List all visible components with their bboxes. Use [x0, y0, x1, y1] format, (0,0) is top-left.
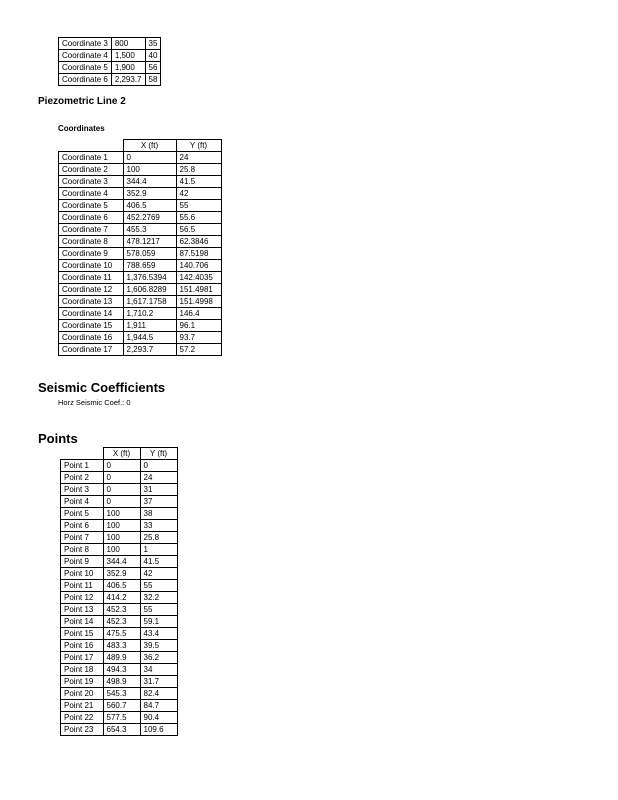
table-row	[61, 592, 178, 604]
row-label: Coordinate 12	[59, 284, 124, 296]
header-x: X (ft)	[123, 140, 176, 152]
y-value: 82.4	[140, 688, 177, 700]
row-label: Coordinate 2	[59, 164, 124, 176]
row-label: Point 12	[61, 592, 104, 604]
header-y: Y (ft)	[176, 140, 221, 152]
x-value: 352.9	[103, 568, 140, 580]
y-value: 24	[176, 152, 221, 164]
row-label: Point 20	[61, 688, 104, 700]
y-value: 90.4	[140, 712, 177, 724]
points-heading: Points	[38, 431, 78, 446]
row-label: Point 2	[61, 472, 104, 484]
row-label: Coordinate 10	[59, 260, 124, 272]
x-value: 414.2	[103, 592, 140, 604]
x-value: 560.7	[103, 700, 140, 712]
table-row	[61, 496, 178, 508]
y-value: 0	[140, 460, 177, 472]
y-value: 41.5	[140, 556, 177, 568]
y-value: 142.4035	[176, 272, 221, 284]
y-value: 96.1	[176, 320, 221, 332]
table-row	[61, 544, 178, 556]
y-value: 62.3846	[176, 236, 221, 248]
row-label: Point 6	[61, 520, 104, 532]
row-label: Point 10	[61, 568, 104, 580]
coordinates-table-body	[59, 38, 161, 86]
y-value: 84.7	[140, 700, 177, 712]
row-label: Coordinate 5	[59, 200, 124, 212]
x-value: 100	[123, 164, 176, 176]
x-value: 452.3	[103, 616, 140, 628]
x-value: 1,500	[111, 50, 145, 62]
x-value: 100	[103, 544, 140, 556]
x-value: 452.3	[103, 604, 140, 616]
y-value: 93.7	[176, 332, 221, 344]
table-row	[61, 604, 178, 616]
seismic-heading: Seismic Coefficients	[38, 380, 166, 395]
y-value: 43.4	[140, 628, 177, 640]
x-value: 1,606.8289	[123, 284, 176, 296]
row-label: Point 7	[61, 532, 104, 544]
y-value: 32.2	[140, 592, 177, 604]
y-value: 151.4998	[176, 296, 221, 308]
table-row	[61, 472, 178, 484]
table-row	[61, 688, 178, 700]
table-row	[59, 200, 222, 212]
y-value: 140.706	[176, 260, 221, 272]
x-value: 1,900	[111, 62, 145, 74]
table-row	[59, 272, 222, 284]
row-label: Point 18	[61, 664, 104, 676]
row-label: Coordinate 7	[59, 224, 124, 236]
table-header-row	[61, 448, 178, 460]
x-value: 0	[103, 460, 140, 472]
y-value: 39.5	[140, 640, 177, 652]
x-value: 100	[103, 520, 140, 532]
x-value: 494.3	[103, 664, 140, 676]
table-row	[59, 152, 222, 164]
y-value: 31.7	[140, 676, 177, 688]
x-value: 452.2769	[123, 212, 176, 224]
table-row	[59, 308, 222, 320]
table-row	[61, 556, 178, 568]
row-label: Coordinate 6	[59, 74, 112, 86]
row-label: Coordinate 4	[59, 188, 124, 200]
x-value: 0	[123, 152, 176, 164]
x-value: 2,293.7	[111, 74, 145, 86]
y-value: 1	[140, 544, 177, 556]
table-row	[59, 224, 222, 236]
x-value: 489.9	[103, 652, 140, 664]
x-value: 498.9	[103, 676, 140, 688]
x-value: 1,911	[123, 320, 176, 332]
x-value: 344.4	[123, 176, 176, 188]
y-value: 151.4981	[176, 284, 221, 296]
piezometric-table-body	[59, 152, 222, 356]
x-value: 344.4	[103, 556, 140, 568]
y-value: 87.5198	[176, 248, 221, 260]
table-row	[61, 652, 178, 664]
row-label: Point 14	[61, 616, 104, 628]
row-label: Coordinate 15	[59, 320, 124, 332]
y-value: 31	[140, 484, 177, 496]
x-value: 406.5	[123, 200, 176, 212]
table-row	[59, 188, 222, 200]
x-value: 1,944.5	[123, 332, 176, 344]
table-row	[59, 62, 161, 74]
x-value: 483.3	[103, 640, 140, 652]
row-label: Coordinate 9	[59, 248, 124, 260]
row-label: Point 8	[61, 544, 104, 556]
table-row	[61, 712, 178, 724]
table-row	[59, 236, 222, 248]
y-value: 56	[145, 62, 161, 74]
y-value: 42	[140, 568, 177, 580]
header-y: Y (ft)	[140, 448, 177, 460]
x-value: 478.1217	[123, 236, 176, 248]
row-label: Point 1	[61, 460, 104, 472]
x-value: 0	[103, 484, 140, 496]
table-row	[61, 484, 178, 496]
row-label: Coordinate 17	[59, 344, 124, 356]
row-label: Coordinate 3	[59, 176, 124, 188]
y-value: 34	[140, 664, 177, 676]
y-value: 25.8	[140, 532, 177, 544]
y-value: 56.5	[176, 224, 221, 236]
piezometric-heading: Piezometric Line 2	[38, 96, 126, 107]
y-value: 55.6	[176, 212, 221, 224]
row-label: Point 22	[61, 712, 104, 724]
x-value: 0	[103, 496, 140, 508]
x-value: 100	[103, 508, 140, 520]
x-value: 455.3	[123, 224, 176, 236]
x-value: 788.659	[123, 260, 176, 272]
header-blank-cell	[61, 448, 104, 460]
row-label: Point 3	[61, 484, 104, 496]
table-row	[61, 508, 178, 520]
table-row	[59, 212, 222, 224]
y-value: 36.2	[140, 652, 177, 664]
x-value: 1,376.5394	[123, 272, 176, 284]
horz-seismic-coef: Horz Seismic Coef.: 0	[58, 398, 131, 407]
x-value: 100	[103, 532, 140, 544]
row-label: Point 15	[61, 628, 104, 640]
table-row	[61, 664, 178, 676]
table-row	[61, 532, 178, 544]
x-value: 545.3	[103, 688, 140, 700]
table-row	[61, 520, 178, 532]
y-value: 146.4	[176, 308, 221, 320]
row-label: Coordinate 6	[59, 212, 124, 224]
row-label: Coordinate 8	[59, 236, 124, 248]
y-value: 41.5	[176, 176, 221, 188]
y-value: 38	[140, 508, 177, 520]
row-label: Coordinate 16	[59, 332, 124, 344]
y-value: 55	[140, 604, 177, 616]
table-row	[59, 344, 222, 356]
y-value: 55	[140, 580, 177, 592]
table-row	[61, 640, 178, 652]
table-row	[59, 164, 222, 176]
y-value: 55	[176, 200, 221, 212]
table-row	[61, 616, 178, 628]
x-value: 1,710.2	[123, 308, 176, 320]
x-value: 406.5	[103, 580, 140, 592]
x-value: 1,617.1758	[123, 296, 176, 308]
row-label: Point 16	[61, 640, 104, 652]
table-row	[59, 284, 222, 296]
row-label: Point 21	[61, 700, 104, 712]
y-value: 57.2	[176, 344, 221, 356]
table-row	[59, 260, 222, 272]
x-value: 577.5	[103, 712, 140, 724]
row-label: Point 19	[61, 676, 104, 688]
row-label: Point 5	[61, 508, 104, 520]
row-label: Point 17	[61, 652, 104, 664]
table-row	[59, 248, 222, 260]
x-value: 352.9	[123, 188, 176, 200]
y-value: 109.6	[140, 724, 177, 736]
x-value: 0	[103, 472, 140, 484]
table-row	[59, 74, 161, 86]
table-row	[59, 50, 161, 62]
table-row	[61, 700, 178, 712]
y-value: 37	[140, 496, 177, 508]
y-value: 24	[140, 472, 177, 484]
y-value: 35	[145, 38, 161, 50]
table-row	[61, 460, 178, 472]
table-row	[61, 568, 178, 580]
row-label: Coordinate 3	[59, 38, 112, 50]
header-x: X (ft)	[103, 448, 140, 460]
piezometric-coordinates-table	[58, 139, 222, 356]
x-value: 475.5	[103, 628, 140, 640]
table-row	[61, 676, 178, 688]
coordinates-subheading: Coordinates	[58, 124, 105, 133]
row-label: Coordinate 4	[59, 50, 112, 62]
row-label: Point 23	[61, 724, 104, 736]
table-row	[59, 38, 161, 50]
table-header-row	[59, 140, 222, 152]
row-label: Point 9	[61, 556, 104, 568]
x-value: 2,293.7	[123, 344, 176, 356]
points-table	[60, 447, 178, 736]
y-value: 33	[140, 520, 177, 532]
table-row	[59, 320, 222, 332]
y-value: 25.8	[176, 164, 221, 176]
y-value: 58	[145, 74, 161, 86]
x-value: 654.3	[103, 724, 140, 736]
table-row	[59, 176, 222, 188]
y-value: 40	[145, 50, 161, 62]
table-row	[59, 332, 222, 344]
table-row	[61, 724, 178, 736]
row-label: Point 11	[61, 580, 104, 592]
table-row	[61, 628, 178, 640]
row-label: Point 4	[61, 496, 104, 508]
row-label: Coordinate 11	[59, 272, 124, 284]
row-label: Coordinate 14	[59, 308, 124, 320]
y-value: 59.1	[140, 616, 177, 628]
x-value: 578.059	[123, 248, 176, 260]
row-label: Point 13	[61, 604, 104, 616]
table-row	[59, 296, 222, 308]
x-value: 800	[111, 38, 145, 50]
y-value: 42	[176, 188, 221, 200]
row-label: Coordinate 1	[59, 152, 124, 164]
coordinates-table-continued	[58, 37, 161, 86]
table-row	[61, 580, 178, 592]
header-blank-cell	[59, 140, 124, 152]
row-label: Coordinate 5	[59, 62, 112, 74]
row-label: Coordinate 13	[59, 296, 124, 308]
points-table-body	[61, 460, 178, 736]
